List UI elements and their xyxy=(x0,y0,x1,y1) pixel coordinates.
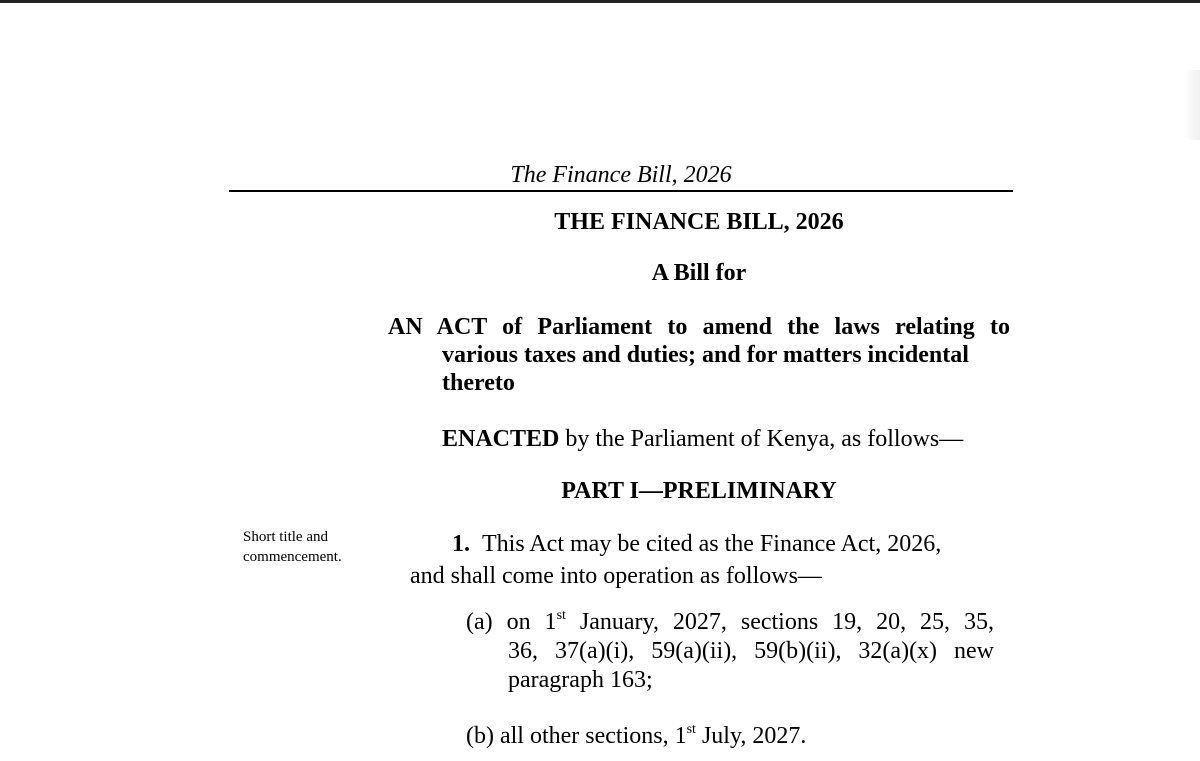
paragraph-b-line xyxy=(466,722,994,751)
long-title-line: various taxes and duties; and for matters incidental xyxy=(442,342,969,368)
bill-for-heading: A Bill for xyxy=(651,260,747,286)
section-1-line: and shall come into operation as follows— xyxy=(410,563,822,589)
enacting-formula xyxy=(442,424,1014,454)
long-title xyxy=(388,313,1010,397)
section-1-line xyxy=(410,528,1000,560)
running-head: The Finance Bill, 2026 xyxy=(510,162,732,188)
ordinal-suffix: st xyxy=(686,722,696,737)
long-title-line: thereto xyxy=(442,370,515,396)
paragraph-a xyxy=(466,608,994,695)
section-number: 1. xyxy=(452,531,470,557)
paragraph-b-rest: July, 2027. xyxy=(695,723,807,749)
paragraph-a-rest: January, 2027, sections 19, 20, 25, 35, xyxy=(565,609,995,635)
marginal-note-line: commencement. xyxy=(243,549,342,565)
part-heading: PART I—PRELIMINARY xyxy=(561,478,837,504)
window-top-border xyxy=(0,0,1200,3)
enacting-text: by the Parliament of Kenya, as follows— xyxy=(559,426,964,452)
long-title-line: AN ACT of Parliament to amend the laws relating to xyxy=(388,314,1010,340)
marginal-note xyxy=(243,527,342,567)
header-rule xyxy=(229,190,1013,192)
paragraph-b xyxy=(466,722,994,751)
ordinal-suffix: st xyxy=(556,608,566,623)
scroll-edge-shadow xyxy=(1184,70,1200,140)
marginal-note-line: Short title and xyxy=(243,529,328,545)
section-1 xyxy=(410,528,1000,592)
enacting-keyword: ENACTED xyxy=(442,426,560,452)
paragraph-a-line xyxy=(466,608,994,637)
paragraph-b-lead: (b) all other sections, 1 xyxy=(466,723,687,749)
bill-title: THE FINANCE BILL, 2026 xyxy=(554,209,844,235)
paragraph-a-line: 36, 37(a)(i), 59(a)(ii), 59(b)(ii), 32(a)(x) new xyxy=(508,638,994,664)
section-1-text: This Act may be cited as the Finance Act, 2026, xyxy=(482,531,942,557)
paragraph-a-lead: (a) on 1 xyxy=(466,609,557,635)
paragraph-a-line: paragraph 163; xyxy=(508,667,653,693)
